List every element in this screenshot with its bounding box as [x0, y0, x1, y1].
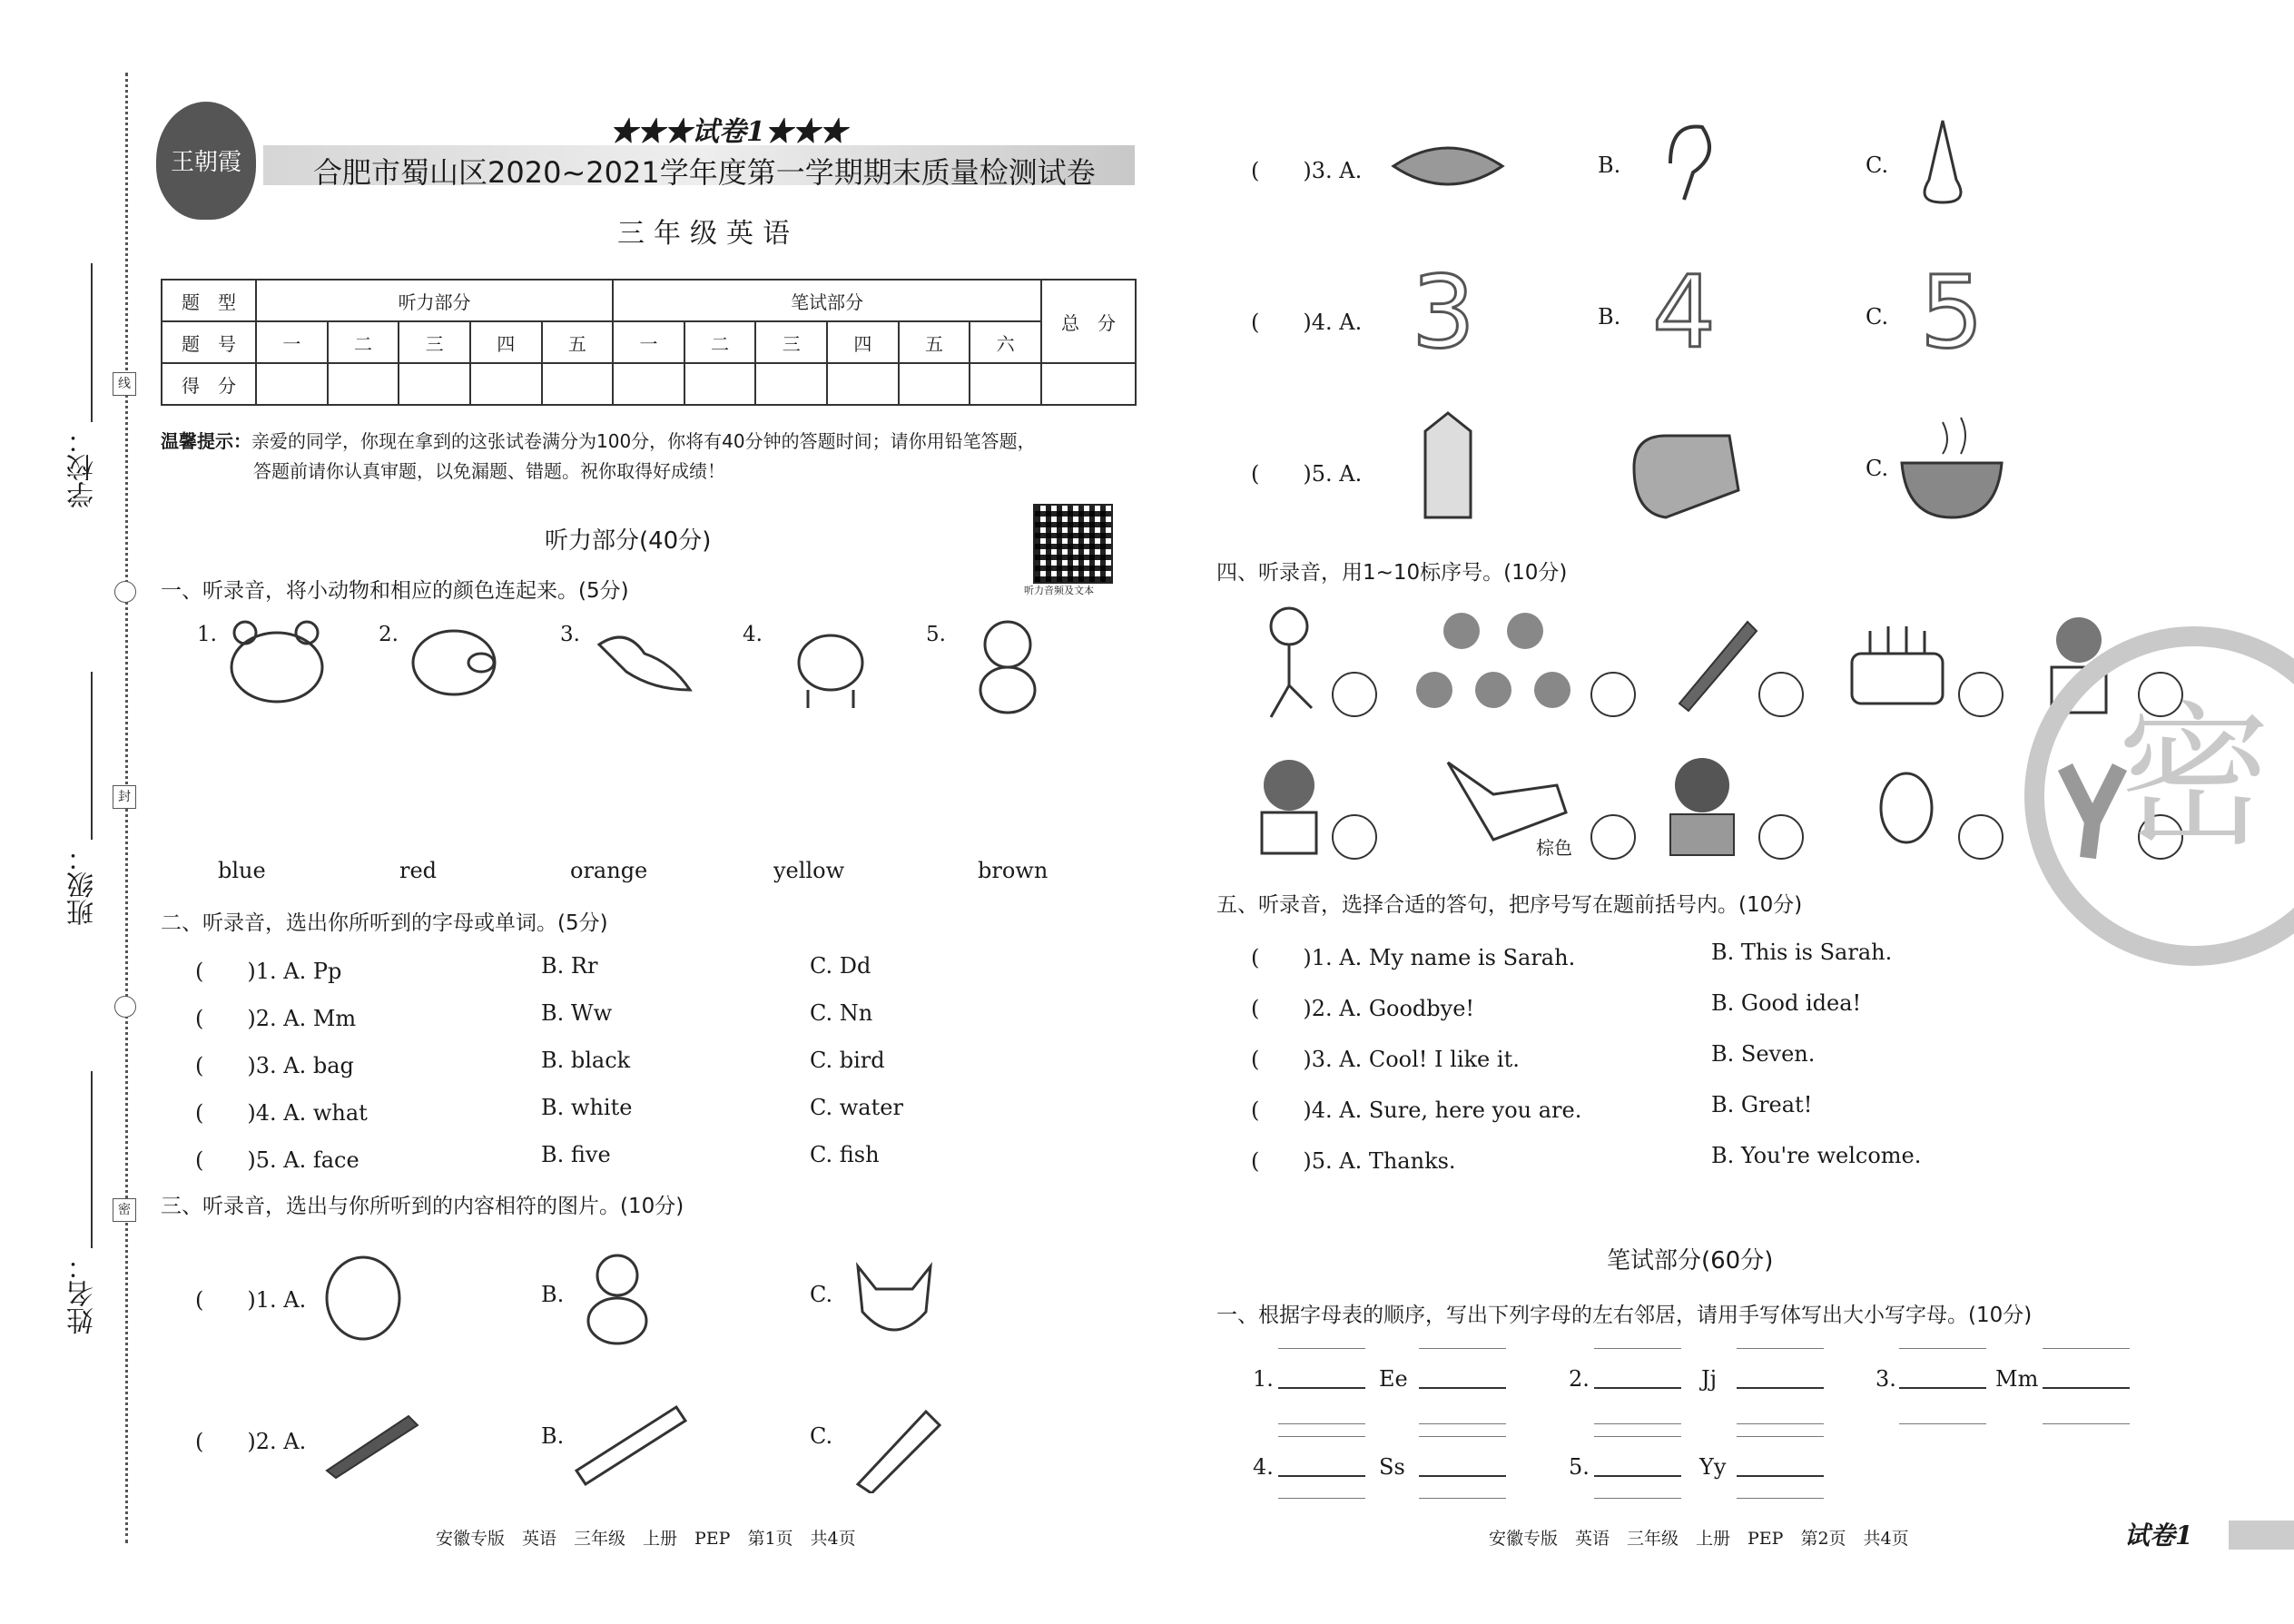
score-head-total: 总 分 — [1041, 280, 1136, 363]
q4-answer-circle[interactable] — [1958, 672, 2004, 717]
q4-heading: 四、听录音，用1~10标序号。(10分) — [1216, 561, 1568, 585]
listening-title: 听力部分(40分) — [545, 527, 712, 555]
score-col: 三 — [755, 321, 827, 363]
score-cell[interactable] — [827, 363, 899, 405]
score-cell[interactable] — [1041, 363, 1136, 405]
guide-line — [1737, 1423, 1824, 1424]
q2-item-4-b[interactable]: B. white — [541, 1095, 633, 1120]
guide-line — [1419, 1423, 1506, 1424]
ruler-image — [572, 1398, 690, 1489]
q2-item-1-c[interactable]: C. Dd — [810, 953, 871, 979]
q5-item-5-b[interactable]: B. You're welcome. — [1711, 1143, 1922, 1168]
bind-hole-2 — [114, 996, 136, 1018]
answer-blank[interactable] — [1594, 1387, 1681, 1389]
score-cell[interactable] — [256, 363, 328, 405]
duck-image — [572, 1248, 663, 1353]
q2-item-2-a[interactable]: ( )2. A. Mm — [195, 1006, 357, 1031]
guide-line — [1899, 1423, 1986, 1424]
q2-item-3-a[interactable]: ( )3. A. bag — [195, 1053, 354, 1078]
q5-item-2-a[interactable]: ( )2. A. Goodbye! — [1251, 996, 1475, 1021]
bind-mark-dense: 密 — [113, 1198, 136, 1222]
q3-item-4-b[interactable]: B. — [1598, 304, 1621, 330]
score-cell[interactable] — [613, 363, 684, 405]
w1-num: 5. — [1569, 1454, 1590, 1480]
color-word[interactable]: orange — [570, 858, 648, 883]
q5-item-3-b[interactable]: B. Seven. — [1711, 1041, 1816, 1067]
q5-item-2-b[interactable]: B. Good idea! — [1711, 990, 1862, 1016]
q2-item-2-c[interactable]: C. Nn — [810, 1000, 873, 1026]
watermark-stamp: 密 — [2024, 626, 2294, 966]
guide-line — [1278, 1498, 1365, 1499]
guide-line — [1278, 1436, 1365, 1437]
score-head-score: 得 分 — [162, 363, 256, 405]
tip — [161, 427, 1141, 487]
guide-line — [2043, 1423, 2130, 1424]
guide-line — [1594, 1498, 1681, 1499]
q3-item-5-a[interactable]: ( )5. A. — [1251, 461, 1363, 487]
monkey-image — [958, 613, 1058, 722]
class-line[interactable] — [91, 672, 93, 840]
score-col: 五 — [899, 321, 970, 363]
q2-item-3-b[interactable]: B. black — [541, 1048, 631, 1073]
score-col: 四 — [470, 321, 542, 363]
score-col: 六 — [970, 321, 1041, 363]
guide-line — [1737, 1498, 1824, 1499]
score-cell[interactable] — [755, 363, 827, 405]
score-head-listening: 听力部分 — [256, 280, 613, 321]
footer-right: 安徽专版 英语 三年级 上册 PEP 第2页 共4页 — [1489, 1529, 1909, 1549]
q3-item-1-b[interactable]: B. — [541, 1282, 565, 1307]
q1-num: 5. — [926, 623, 946, 646]
bread-image — [1629, 422, 1748, 522]
q5-item-5-a[interactable]: ( )5. A. Thanks. — [1251, 1148, 1456, 1174]
q3-item-4-c[interactable]: C. — [1866, 304, 1889, 330]
nose-image — [1906, 116, 1979, 212]
q2-item-5-c[interactable]: C. fish — [810, 1142, 880, 1167]
fox-image — [840, 1248, 949, 1357]
q2-item-1-a[interactable]: ( )1. A. Pp — [195, 959, 342, 984]
bear-image — [218, 613, 336, 713]
q4-answer-circle[interactable] — [1590, 814, 1636, 860]
guide-line — [1594, 1348, 1681, 1349]
q3-item-1-a[interactable]: ( )1. A. — [195, 1287, 307, 1313]
milk-image — [1416, 408, 1480, 522]
q5-item-4-a[interactable]: ( )4. A. Sure, here you are. — [1251, 1097, 1582, 1123]
score-col: 二 — [684, 321, 756, 363]
w1-letter: Mm — [1995, 1366, 2039, 1392]
score-col: 五 — [542, 321, 614, 363]
q4-answer-circle[interactable] — [1958, 814, 2004, 860]
answer-blank[interactable] — [1899, 1387, 1986, 1389]
answer-blank[interactable] — [1278, 1475, 1365, 1477]
guide-line — [1594, 1436, 1681, 1437]
footer-bar — [2229, 1521, 2294, 1550]
color-word[interactable]: red — [399, 858, 438, 883]
q1-num: 2. — [379, 623, 399, 646]
q2-item-1-b[interactable]: B. Rr — [541, 953, 598, 979]
paper-label: ★★★试卷1★★★ — [610, 116, 847, 148]
cake-image — [1843, 617, 1952, 713]
class-label: 班级： — [67, 844, 99, 926]
q2-item-3-c[interactable]: C. bird — [810, 1048, 885, 1073]
q5-item-4-b[interactable]: B. Great! — [1711, 1092, 1813, 1117]
writing-title: 笔试部分(60分) — [1607, 1247, 1774, 1275]
q4-answer-circle[interactable] — [1590, 672, 1636, 717]
qr-code[interactable] — [1033, 504, 1113, 584]
q4-answer-circle[interactable] — [1758, 672, 1804, 717]
q5-item-1-b[interactable]: B. This is Sarah. — [1711, 940, 1893, 965]
bind-hole-1 — [114, 581, 136, 603]
q3-item-3-c[interactable]: C. — [1866, 153, 1889, 178]
guide-line — [1419, 1436, 1506, 1437]
answer-blank[interactable] — [2043, 1387, 2130, 1389]
score-cell[interactable] — [542, 363, 614, 405]
digit-five: 5 — [1920, 254, 1984, 370]
answer-blank[interactable] — [1594, 1475, 1681, 1477]
page-title: 合肥市蜀山区2020~2021学年度第一学期期末质量检测试卷 — [313, 155, 1096, 190]
answer-blank[interactable] — [1419, 1475, 1506, 1477]
brand-logo — [156, 102, 256, 220]
dog-image — [781, 613, 881, 713]
fountain-pen-image — [1670, 613, 1761, 713]
w1-letter: Ee — [1379, 1366, 1408, 1392]
q3-item-2-c[interactable]: C. — [810, 1423, 833, 1449]
boy-thinking-image — [1657, 749, 1748, 858]
name-label: 姓名： — [67, 1253, 99, 1334]
school-label: 学校： — [67, 427, 99, 508]
guide-line — [1278, 1348, 1365, 1349]
score-head-number: 题 号 — [162, 321, 256, 363]
w1-letter: Ss — [1379, 1454, 1405, 1480]
score-col: 三 — [399, 321, 470, 363]
w1-num: 2. — [1569, 1366, 1590, 1392]
guide-line — [1278, 1423, 1365, 1424]
score-table — [161, 279, 1137, 406]
subject-title: 三年级英语 — [617, 218, 799, 250]
guide-line — [1899, 1348, 1986, 1349]
color-word[interactable]: brown — [978, 858, 1049, 883]
w1-num: 1. — [1253, 1366, 1274, 1392]
q2-item-4-a[interactable]: ( )4. A. what — [195, 1100, 368, 1126]
w1-num: 4. — [1253, 1454, 1274, 1480]
pen-image — [318, 1407, 427, 1480]
name-line[interactable] — [91, 1071, 93, 1248]
digit-three: 3 — [1412, 254, 1475, 370]
answer-blank[interactable] — [1737, 1475, 1824, 1477]
q4-answer-circle[interactable] — [1758, 814, 1804, 860]
guide-line — [2043, 1348, 2130, 1349]
q3-heading: 三、听录音，选出与你所听到的内容相符的图片。(10分) — [161, 1195, 684, 1218]
bird-standing-image — [1870, 758, 1943, 858]
paper-tag: 试卷1 — [2124, 1521, 2193, 1550]
q1-num: 1. — [197, 623, 217, 646]
q5-item-3-a[interactable]: ( )3. A. Cool! I like it. — [1251, 1047, 1520, 1072]
qr-caption: 听力音频及文本 — [1024, 585, 1094, 596]
mouth-image — [1389, 134, 1507, 198]
pencil-image — [849, 1393, 949, 1493]
score-col: 一 — [256, 321, 328, 363]
q2-item-4-c[interactable]: C. water — [810, 1095, 903, 1120]
w1-heading: 一、根据字母表的顺序，写出下列字母的左右邻居，请用手写体写出大小写字母。(10分) — [1216, 1304, 2033, 1327]
w1-letter: Jj — [1701, 1366, 1718, 1392]
score-cell[interactable] — [899, 363, 970, 405]
guide-line — [1419, 1498, 1506, 1499]
bird-image — [590, 617, 699, 708]
w1-num: 3. — [1876, 1366, 1896, 1392]
answer-blank[interactable] — [1737, 1387, 1824, 1389]
brand-name: 王朝霞 — [170, 149, 241, 176]
color-word[interactable]: yellow — [773, 858, 845, 883]
q5-item-1-a[interactable]: ( )1. A. My name is Sarah. — [1251, 945, 1576, 970]
monkeys-image — [1407, 604, 1589, 722]
answer-blank[interactable] — [1278, 1387, 1365, 1389]
q3-item-4-a[interactable]: ( )4. A. — [1251, 310, 1363, 335]
boy-kicking-image — [1253, 604, 1325, 722]
q4-answer-circle[interactable] — [1332, 814, 1377, 860]
q2-item-2-b[interactable]: B. Ww — [541, 1000, 613, 1026]
score-cell[interactable] — [399, 363, 470, 405]
crayon-label: 棕色 — [1536, 837, 1572, 859]
bind-mark-line: 线 — [113, 372, 136, 396]
school-line[interactable] — [91, 263, 93, 422]
color-word[interactable]: blue — [218, 858, 266, 883]
q3-item-3-a[interactable]: ( )3. A. — [1251, 158, 1363, 183]
score-col: 四 — [827, 321, 899, 363]
q1-num: 4. — [743, 623, 763, 646]
rice-image — [1897, 413, 2006, 522]
q2-item-5-b[interactable]: B. five — [541, 1142, 611, 1167]
score-col: 一 — [613, 321, 684, 363]
q3-item-2-b[interactable]: B. — [541, 1423, 565, 1449]
guide-line — [1594, 1423, 1681, 1424]
tip-label: 温馨提示： — [161, 430, 251, 452]
q2-item-5-a[interactable]: ( )5. A. face — [195, 1147, 359, 1173]
ear-image — [1657, 118, 1720, 209]
answer-blank[interactable] — [1419, 1387, 1506, 1389]
q3-item-5-c[interactable]: C. — [1866, 456, 1889, 481]
q1-heading: 一、听录音，将小动物和相应的颜色连起来。(5分) — [161, 579, 629, 603]
guide-line — [1419, 1348, 1506, 1349]
w1-letter: Yy — [1699, 1454, 1727, 1480]
footer-left: 安徽专版 英语 三年级 上册 PEP 第1页 共4页 — [436, 1529, 856, 1549]
q3-item-1-c[interactable]: C. — [810, 1282, 833, 1307]
guide-line — [1737, 1348, 1824, 1349]
q1-num: 3. — [560, 623, 580, 646]
q5-heading: 五、听录音，选择合适的答句，把序号写在题前括号内。(10分) — [1216, 893, 1803, 917]
digit-four: 4 — [1652, 254, 1716, 370]
score-col: 二 — [328, 321, 399, 363]
score-cell[interactable] — [328, 363, 399, 405]
q3-item-2-a[interactable]: ( )2. A. — [195, 1429, 307, 1454]
bind-mark-seal: 封 — [113, 785, 136, 809]
q2-heading: 二、听录音，选出你所听到的字母或单词。(5分) — [161, 911, 608, 935]
hedgehog-image — [318, 1248, 409, 1348]
q3-item-3-b[interactable]: B. — [1598, 153, 1621, 178]
tip-line1: 亲爱的同学，你现在拿到的这张试卷满分为100分，你将有40分钟的答题时间；请你用铅笔答题， — [251, 430, 1036, 452]
boy-waving-image — [1248, 753, 1334, 858]
pig-image — [399, 613, 508, 713]
score-head-writing: 笔试部分 — [613, 280, 1041, 321]
score-cell[interactable] — [684, 363, 756, 405]
q4-answer-circle[interactable] — [1332, 672, 1377, 717]
guide-line — [1737, 1436, 1824, 1437]
score-cell[interactable] — [970, 363, 1041, 405]
score-head-type: 题 型 — [162, 280, 256, 321]
score-cell[interactable] — [470, 363, 542, 405]
tip-line2: 答题前请你认真审题，以免漏题、错题。祝你取得好成绩！ — [253, 460, 725, 482]
